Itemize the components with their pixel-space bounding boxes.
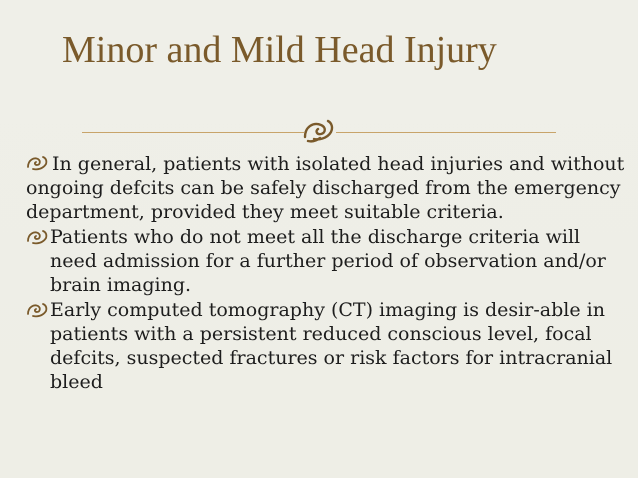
- fleuron-ornament-icon: [300, 116, 336, 146]
- scroll-bullet-icon: [26, 154, 48, 172]
- bullet-item: [26, 225, 626, 297]
- scroll-bullet-icon: [26, 301, 48, 319]
- bullet-list: [26, 152, 626, 394]
- title-rule-left: [82, 132, 304, 133]
- bullet-item: [26, 298, 626, 394]
- bullet-text: In general, patients with isolated head injuries and without ongoing defcits can be safely discharged from the emergency department, provided they meet suitable criteria.: [26, 153, 625, 223]
- bullet-item: [26, 152, 626, 224]
- bullet-text: Patients who do not meet all the discharge criteria will need admission for a further period of observation and/or brain imaging.: [50, 226, 606, 296]
- title-rule-right: [336, 132, 556, 133]
- scroll-bullet-icon: [26, 228, 48, 246]
- slide-title: Minor and Mild Head Injury: [62, 29, 497, 71]
- bullet-text: Early computed tomography (CT) imaging is desir-able in patients with a persistent reduced conscious level, focal defcits, suspected fractures or risk factors for intracranial bleed: [50, 299, 613, 393]
